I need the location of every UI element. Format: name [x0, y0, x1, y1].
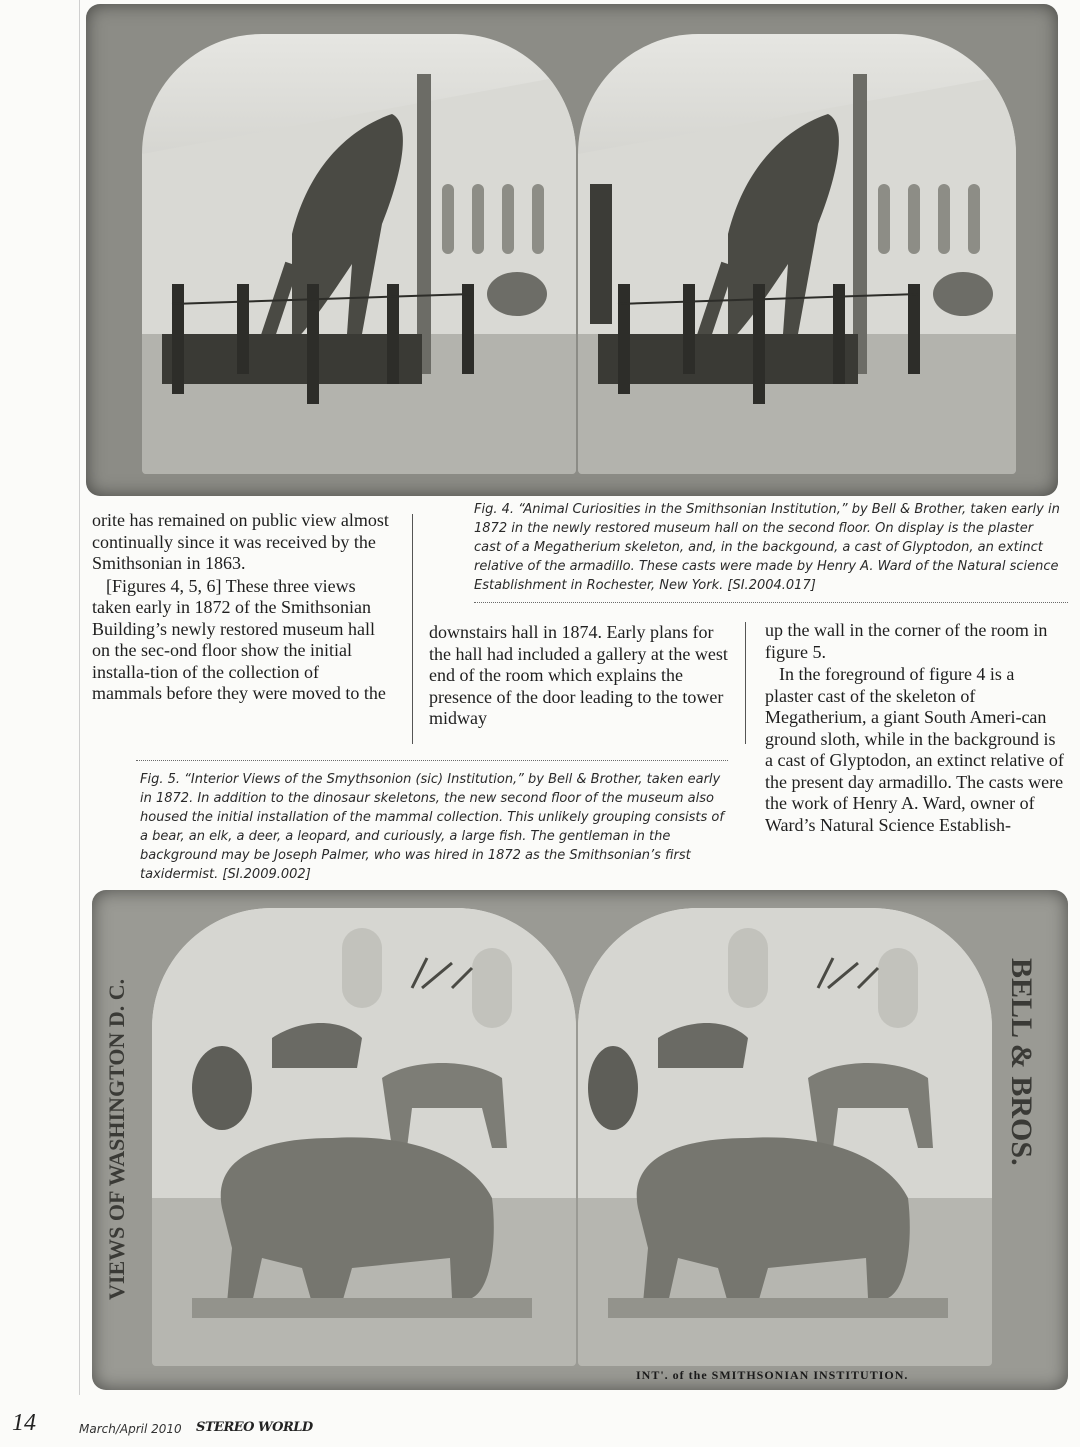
figure-4-caption: Fig. 4. “Animal Curiosities in the Smithsonian Institution,” by Bell & Brother, taken early in 1872 in the newly restored museum hall on the second floor. On display is the plaster cast of a Megatherium skeleton, and, in the backgound, a cast of Glyptodon, an extinct relative of the armadillo. These casts were made by Henry A. Ward of the Natural science Establishment in Rochester, New York. [SI.2004.017]	[474, 502, 1060, 593]
figure-5-caption: Fig. 5. “Interior Views of the Smythsonion (sic) Institution,” by Bell & Brother, taken early in 1872. In addition to the dinosaur skeletons, the new second floor of the museum also housed the initial installation of the mammal collection. This unlikely grouping consists of a bear, an elk, a deer, a leopard, and curiously, a large fish. The gentleman in the background may be Joseph Palmer, who was hired in 1872 as the Smithsonian’s first taxidermist. [SI.2009.002]	[140, 772, 724, 882]
page-number: 14	[12, 1410, 36, 1436]
article-col1-paragraph-2: [Figures 4, 5, 6] These three views taken early in 1872 of the Smithsonian Building’s newly restored museum hall on the sec-ond floor show the initial installa-tion of the collection of mammals before they were moved to the	[92, 575, 386, 703]
figure-5-caption-divider	[136, 760, 728, 761]
figure-4-left-view	[142, 34, 576, 474]
figure-5-right-view	[578, 908, 992, 1366]
article-col2-paragraph-1: downstairs hall in 1874. Early plans for the hall had included a gallery at the west end of the room which explains the presence of the door leading to the tower midway	[429, 622, 728, 728]
article-col3-paragraph-2: In the foreground of figure 4 is a plaster cast of the skeleton of Megatherium, a giant South Ameri-can ground sloth, while in the background is a cast of Glyptodon, an extinct relative of the present day armadillo. The casts were the work of Henry A. Ward, owner of Ward’s Natural Science Establish-	[765, 664, 1064, 835]
figure-5-stereoview	[92, 890, 1068, 1390]
magazine-title: STEREO WORLD	[196, 1420, 313, 1435]
column-rule-2	[745, 622, 746, 744]
article-column-3	[765, 620, 1065, 836]
card-publisher-stamp: BELL & BROS.	[1005, 958, 1038, 1166]
article-col1-paragraph-1: orite has remained on public view almost continually since it was received by the Smithsonian in 1863.	[92, 510, 389, 573]
article-col3-paragraph-1: up the wall in the corner of the room in figure 5.	[765, 620, 1048, 662]
figure-4-stereoview	[86, 4, 1058, 496]
figure-5-left-view	[152, 908, 576, 1366]
page-margin-rule	[79, 0, 80, 1395]
figure-4-right-view	[578, 34, 1016, 474]
article-column-1	[92, 510, 392, 705]
column-rule-1	[412, 514, 413, 744]
article-column-2	[429, 622, 731, 730]
card-bottom-label: INT'. of the SMITHSONIAN INSTITUTION.	[636, 1368, 909, 1382]
card-side-text: VIEWS OF WASHINGTON D. C.	[104, 978, 129, 1300]
figure-4-caption-divider	[474, 602, 1068, 603]
issue-date: March/April 2010	[79, 1422, 182, 1436]
